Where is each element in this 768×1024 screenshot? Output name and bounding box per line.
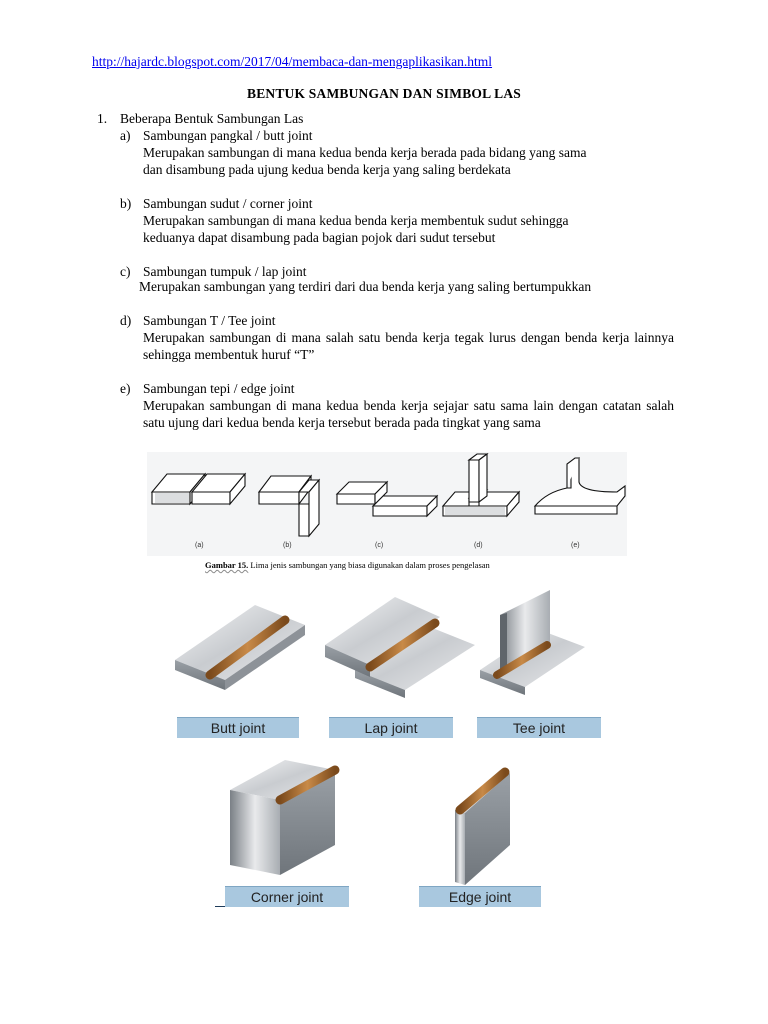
item-desc-tee: Merupakan sambungan di mana salah satu benda kerja tegak lurus dengan benda kerja lainnya sehingga membentuk huruf “T” [143,330,674,362]
figure-sublabel: (e) [571,542,580,549]
item-name-edge: Sambungan tepi / edge joint [143,381,295,396]
item-desc-line: keduanya dapat disambung pada bagian pojok dari sudut tersebut [143,230,496,245]
source-url-link[interactable]: http://hajardc.blogspot.com/2017/04/membaca-dan-mengaplikasikan.html [92,54,493,69]
label-butt-joint: Butt joint [177,717,299,738]
label-corner-joint: Corner joint [225,886,349,907]
item-desc-line: Merupakan sambungan di mana kedua benda kerja membentuk sudut sehingga [143,213,569,228]
figure-sublabel: (d) [474,542,483,549]
label-lap-joint: Lap joint [329,717,453,738]
figure-line-drawings [147,452,627,556]
section-number: 1. [97,111,108,126]
item-name-tee: Sambungan T / Tee joint [143,313,276,328]
item-letter: d) [120,313,132,328]
figure-joint-illustrations [155,585,615,920]
joint-sketches-svg [147,452,627,556]
item-desc-line: Merupakan sambungan di mana kedua benda kerja berada pada bidang yang sama [143,145,587,160]
page-title: BENTUK SAMBUNGAN DAN SIMBOL LAS [247,86,521,101]
item-name-butt: Sambungan pangkal / butt joint [143,128,313,143]
label-tee-joint: Tee joint [477,717,601,738]
figure-sublabel: (c) [375,542,384,549]
item-letter: a) [120,128,131,143]
joint-illustrations-svg [155,585,615,920]
item-desc-line: dan disambung pada ujung kedua benda kerja yang saling berdekata [143,162,511,177]
item-letter: e) [120,381,131,396]
item-name-corner: Sambungan sudut / corner joint [143,196,313,211]
figure-sublabel: (b) [283,542,292,549]
label-edge-joint: Edge joint [419,886,541,907]
item-letter: b) [120,196,132,211]
item-desc-edge: Merupakan sambungan di mana kedua benda kerja sejajar satu sama lain dengan catatan salah satu ujung dari kedua benda kerja tersebut berada pada tingkat yang sama [143,398,674,430]
section-heading: Beberapa Bentuk Sambungan Las [120,111,304,126]
figure-sublabel: (a) [195,542,204,549]
figure-caption-text: Lima jenis sambungan yang biasa digunakan dalam proses pengelasan [248,560,490,570]
item-letter: c) [120,264,131,279]
figure-caption-label: Gambar 15. [205,560,249,570]
figure-caption [205,560,490,570]
item-desc-line: Merupakan sambungan yang terdiri dari dua benda kerja yang saling bertumpukkan [139,279,592,294]
item-name-lap: Sambungan tumpuk / lap joint [143,264,307,279]
